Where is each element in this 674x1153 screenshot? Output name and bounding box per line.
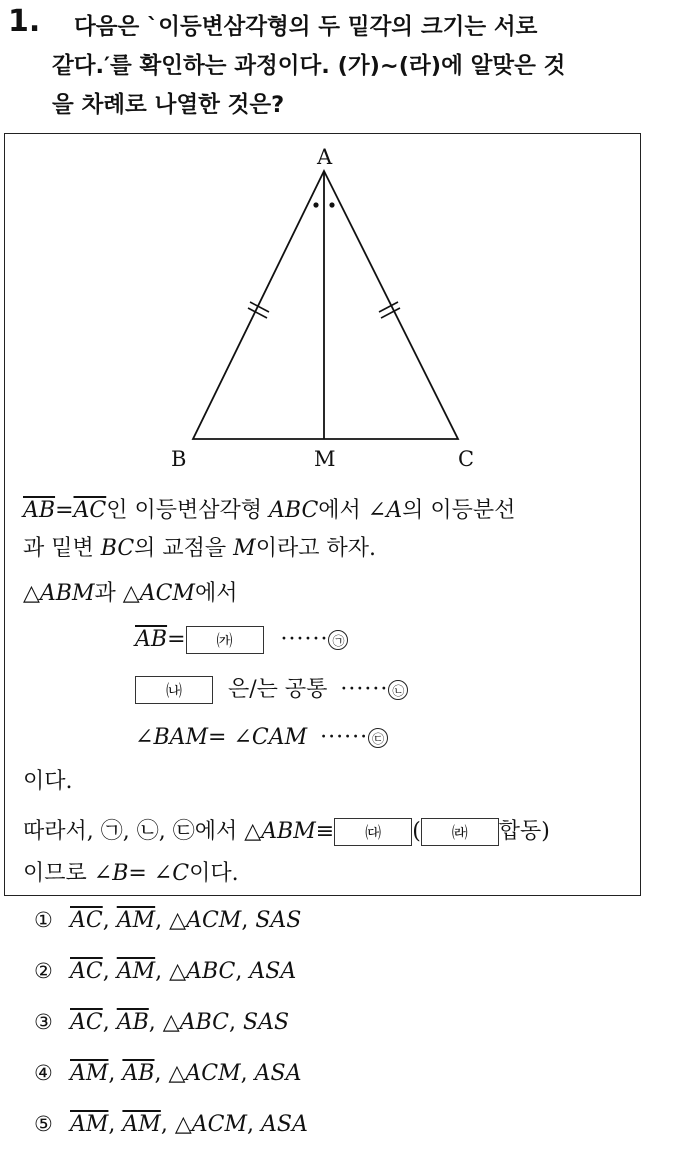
question-line-3: 을 차례로 나열한 것은?	[52, 92, 285, 118]
choice-number: ⑤	[34, 1112, 53, 1136]
text: 이다.	[189, 861, 239, 886]
proof-line-4: 이다.	[23, 769, 73, 794]
segment-ab: $\overline{AB}$	[23, 498, 56, 523]
angle-symbol: ∠	[135, 725, 154, 750]
choice-segment-1: $\overline{AM}$	[70, 1112, 109, 1137]
equals-sign: =	[167, 627, 186, 652]
choice-triangle: △ABC	[169, 959, 236, 984]
blank-ra: ㈑	[421, 818, 499, 846]
text: 과 밑변	[23, 536, 101, 561]
proof-step-3	[135, 723, 388, 753]
mark-circle-1: ㉠	[328, 630, 348, 650]
text: 과 △	[94, 581, 140, 606]
choice-segment-2: $\overline{AM}$	[122, 1112, 161, 1137]
choice-triangle: △ACM	[169, 908, 242, 933]
segment-ac: $\overline{AC}$	[73, 498, 107, 523]
choice-5[interactable]: ⑤ $\overline{AM}$, $\overline{AM}$, △ACM, ASA	[34, 1112, 308, 1137]
text: (	[412, 819, 421, 844]
angle-bam: BAM	[153, 725, 209, 750]
triangle-abc	[193, 171, 458, 439]
triangle-abm: ABM	[39, 581, 95, 606]
question-number: 1.	[8, 4, 41, 39]
triangle-symbol: △	[23, 581, 40, 606]
proof-line-2	[23, 534, 376, 564]
choice-1[interactable]: ① $\overline{AC}$, $\overline{AM}$, △ACM, SAS	[34, 908, 302, 933]
text: 인 이등변삼각형	[106, 498, 269, 523]
choice-segment-2: $\overline{AM}$	[116, 908, 156, 933]
text: = ∠	[208, 725, 252, 750]
question-line-2: 같다.′를 확인하는 과정이다. (가)~(라)에 알맞은 것	[52, 53, 566, 79]
text: = ∠	[128, 861, 173, 886]
segment-ab: $\overline{AB}$	[135, 627, 168, 652]
question-line-1: 다음은 `이등변삼각형의 두 밑각의 크기는 서로	[74, 14, 538, 40]
angle-cam: CAM	[251, 725, 308, 750]
choice-segment-1: $\overline{AC}$	[70, 908, 103, 933]
choice-triangle: △ABC	[162, 1010, 230, 1035]
choice-2[interactable]: ② $\overline{AC}$, $\overline{AM}$, △ABC, ASA	[34, 959, 297, 984]
question-text	[52, 8, 652, 125]
dots: ······	[320, 725, 369, 750]
choice-segment-1: $\overline{AC}$	[70, 1010, 103, 1035]
mark-circle-3: ㉢	[368, 728, 388, 748]
triangle-acm: ACM	[139, 581, 195, 606]
choice-number: ④	[34, 1061, 53, 1085]
proof-line-6	[23, 859, 239, 889]
dots: ······	[340, 677, 389, 702]
choice-number: ③	[34, 1010, 53, 1034]
choice-number: ②	[34, 959, 53, 983]
proof-line-3	[23, 579, 237, 609]
proof-line-5	[23, 817, 550, 847]
text: 의 교점을	[134, 536, 234, 561]
angle-c: C	[172, 861, 190, 886]
choice-condition: ASA	[261, 1112, 308, 1137]
label-c: C	[458, 447, 475, 471]
mark-circle-2: ㉡	[388, 680, 408, 700]
proof-box	[4, 133, 641, 896]
choice-triangle: △ACM	[168, 1061, 241, 1086]
blank-da: ㈐	[334, 818, 412, 846]
label-b: B	[171, 447, 187, 471]
choice-4[interactable]: ④ $\overline{AM}$, $\overline{AB}$, △ACM, ASA	[34, 1061, 302, 1086]
choice-condition: SAS	[243, 1010, 290, 1035]
triangle-abm: ABM	[261, 819, 316, 844]
dots: ······	[280, 627, 329, 652]
choice-condition: SAS	[255, 908, 302, 933]
choice-segment-2: $\overline{AM}$	[116, 959, 156, 984]
angle-b: B	[112, 861, 129, 886]
text: 에서 △	[194, 819, 262, 844]
choice-segment-1: $\overline{AM}$	[70, 1061, 109, 1086]
angle-mark-right	[329, 202, 334, 207]
choice-segment-1: $\overline{AC}$	[70, 959, 103, 984]
blank-na: ㈏	[135, 676, 213, 704]
text: 에서	[194, 581, 238, 606]
choice-segment-2: $\overline{AB}$	[116, 1010, 149, 1035]
choice-3[interactable]: ③ $\overline{AC}$, $\overline{AB}$, △ABC, SAS	[34, 1010, 290, 1035]
angle-mark-left	[313, 202, 318, 207]
proof-step-1	[135, 625, 348, 655]
text: 이라고 하자.	[255, 536, 376, 561]
choice-segment-2: $\overline{AB}$	[122, 1061, 155, 1086]
text: 따라서,	[23, 819, 101, 844]
equals-sign: =	[55, 498, 74, 523]
point-m: M	[233, 536, 256, 561]
proof-line-1	[23, 496, 515, 526]
label-m: M	[314, 447, 336, 471]
choice-condition: ASA	[249, 959, 297, 984]
text: 이므로 ∠	[23, 861, 113, 886]
text: 은/는 공통	[228, 677, 328, 702]
congruent-symbol: ≡	[315, 819, 335, 844]
choice-triangle: △ACM	[174, 1112, 248, 1137]
blank-ga: ㈎	[186, 626, 264, 654]
segment-bc: BC	[100, 536, 135, 561]
angle-name: A	[386, 498, 403, 523]
marks: ㉠, ㉡, ㉢	[100, 819, 195, 844]
triangle-figure	[5, 134, 642, 474]
choice-condition: ASA	[254, 1061, 302, 1086]
triangle-name: ABC	[269, 498, 319, 523]
text: 의 이등분선	[402, 498, 516, 523]
proof-step-2	[135, 675, 408, 705]
choice-number: ①	[34, 908, 53, 932]
text: 에서 ∠	[318, 498, 387, 523]
text: 합동)	[498, 819, 550, 844]
label-a: A	[317, 145, 333, 169]
